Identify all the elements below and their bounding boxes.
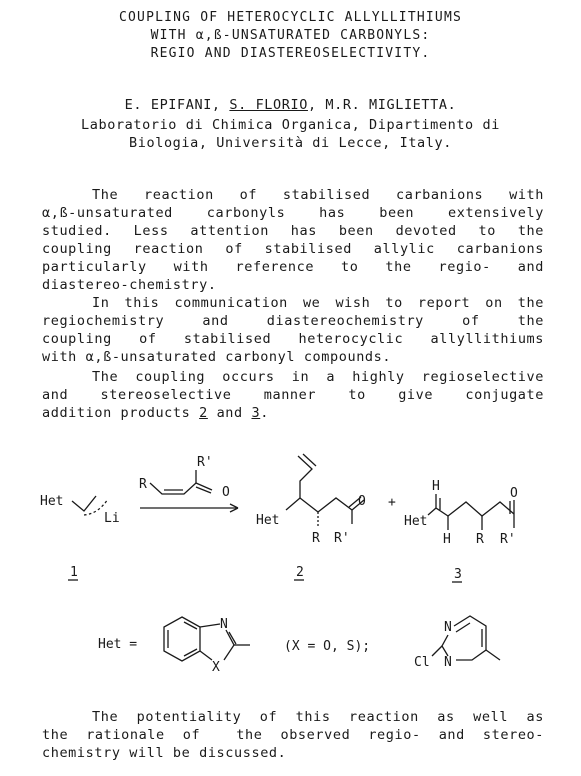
compound-label-1: 1 bbox=[70, 565, 78, 580]
product3-rprime-label: R' bbox=[500, 532, 516, 547]
p4-line-3: chemistry will be discussed. bbox=[42, 745, 287, 761]
compound-label-2: 2 bbox=[296, 565, 304, 580]
p1-line-6: diastereo-chemistry. bbox=[42, 277, 217, 293]
azole-x-label: X bbox=[212, 660, 220, 675]
product2-vinyl bbox=[298, 456, 312, 498]
p2-line-4: with α,ß-unsaturated carbonyl compounds. bbox=[42, 349, 392, 365]
pyrimidine-ring bbox=[454, 616, 486, 660]
chloro-bond bbox=[432, 646, 442, 656]
p2-line-1: In this communication we wish to report on the bbox=[92, 295, 544, 311]
p3-line-2: and stereoselective manner to give conjugate bbox=[42, 387, 544, 403]
author-3: , M.R. MIGLIETTA. bbox=[307, 97, 457, 113]
product3-het-bond bbox=[428, 508, 436, 515]
p3-and: and bbox=[207, 405, 252, 421]
enone-chain bbox=[150, 483, 196, 494]
author-presenting: S. FLORIO bbox=[229, 97, 308, 113]
het-definition-label: Het = bbox=[98, 637, 138, 652]
pyrimidine-double-bonds bbox=[456, 623, 482, 647]
product2-chain bbox=[318, 498, 352, 512]
pyrimidine-c2 bbox=[442, 635, 448, 656]
pyrimidine-attachment-bond bbox=[486, 650, 500, 660]
azole-n-label: N bbox=[220, 617, 228, 632]
title-line-1: COUPLING OF HETEROCYCLIC ALLYLLITHIUMS bbox=[118, 10, 462, 25]
ref-compound-3: 3 bbox=[251, 405, 261, 421]
product3-h-top: H bbox=[432, 479, 440, 494]
lithium-label: Li bbox=[104, 511, 120, 526]
p1-line-3: studied. Less attention has been devoted to the bbox=[42, 223, 544, 239]
affiliation-line-1: Laboratorio di Chimica Organica, Dipartimento di bbox=[81, 117, 500, 133]
het-label-1: Het bbox=[40, 494, 64, 509]
chloro-label: Cl bbox=[414, 655, 430, 670]
enone-r-label: R bbox=[139, 477, 147, 492]
product2-backbone bbox=[300, 498, 318, 512]
product3-o-label: O bbox=[510, 486, 518, 501]
product2-het-bond bbox=[286, 498, 300, 510]
enone-o-label: O bbox=[222, 485, 230, 500]
p2-line-3: coupling of stabilised heterocyclic allyllithiums bbox=[42, 331, 544, 347]
compound-label-3: 3 bbox=[454, 567, 462, 582]
enone-rprime-label: R' bbox=[197, 455, 213, 470]
ref-compound-2: 2 bbox=[199, 405, 208, 421]
p1-line-1: The reaction of stabilised carbanions with bbox=[92, 187, 544, 203]
p1-line-2: α,ß-unsaturated carbonyls has been extensively bbox=[42, 205, 544, 221]
benzo-ring-inner-bonds bbox=[168, 622, 197, 656]
enone-c-o-double-bond bbox=[196, 483, 212, 493]
plus-sign: + bbox=[388, 495, 396, 510]
pyrimidine-n3-label: N bbox=[444, 655, 452, 670]
p3-line-3-text: addition products bbox=[42, 405, 200, 421]
azole-ring-bonds bbox=[200, 624, 220, 660]
p1-line-5: particularly with reference to the regio- and bbox=[42, 259, 544, 275]
p4-line-2: the rationale of the observed regio- and stereo- bbox=[42, 727, 544, 743]
affiliation-line-2: Biologia, Università di Lecce, Italy. bbox=[129, 135, 452, 151]
x-condition: (X = O, S); bbox=[284, 639, 371, 654]
p3-end: . bbox=[260, 405, 269, 421]
product3-r-label: R bbox=[476, 532, 484, 547]
product2-vinyl-double-bond bbox=[303, 454, 316, 466]
product3-h-bottom: H bbox=[443, 532, 451, 547]
product3-vinyl bbox=[436, 494, 448, 516]
p2-line-2: regiochemistry and diastereochemistry of the bbox=[42, 313, 544, 329]
allyl-backbone bbox=[72, 496, 96, 511]
p3-line-1: The coupling occurs in a highly regioselective bbox=[92, 369, 544, 385]
product2-o-label: O bbox=[358, 494, 366, 509]
product2-het-label: Het bbox=[256, 513, 280, 528]
p4-line-1: The potentiality of this reaction as well as bbox=[92, 709, 544, 725]
author-1-2: E. EPIFANI, bbox=[124, 97, 230, 113]
p1-line-4: coupling reaction of stabilised allylic carbanions bbox=[42, 241, 544, 257]
product3-chain bbox=[448, 502, 514, 516]
benzo-ring bbox=[164, 617, 200, 661]
pyrimidine-n1-label: N bbox=[444, 620, 452, 635]
title-line-3: REGIO AND DIASTEREOSELECTIVITY. bbox=[150, 46, 431, 61]
product3-het-label: Het bbox=[404, 514, 428, 529]
product2-r-label: R bbox=[312, 531, 320, 546]
title-line-2: WITH α,ß-UNSATURATED CARBONYLS: bbox=[150, 28, 431, 43]
product2-rprime-label: R' bbox=[334, 531, 350, 546]
